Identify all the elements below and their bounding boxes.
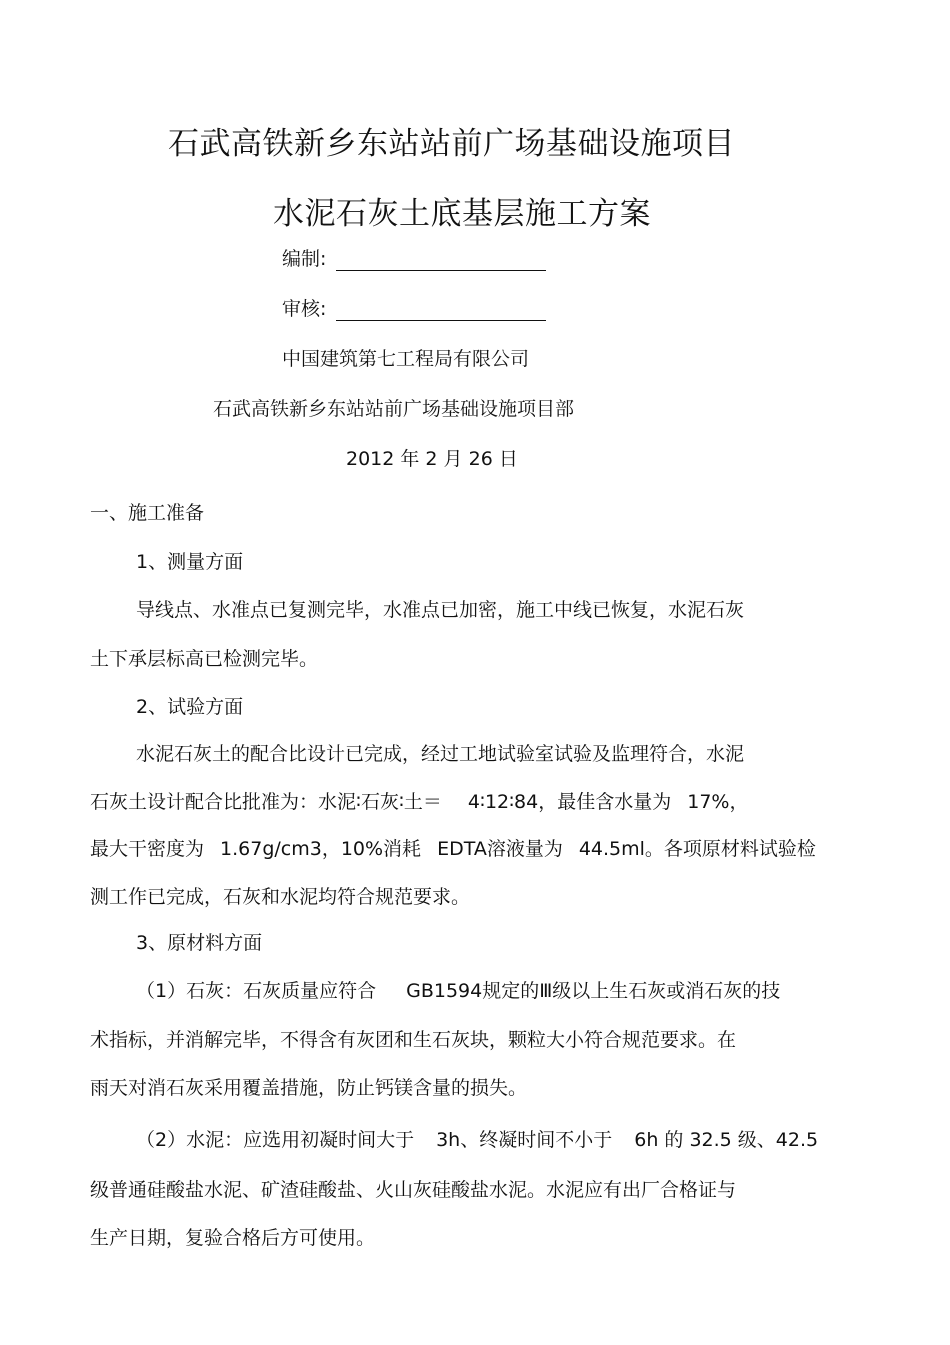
paragraph-line: 导线点、水准点已复测完毕，水准点已加密，施工中线已恢复，水泥石灰 <box>136 599 745 621</box>
text-run: 17%， <box>687 791 749 813</box>
text-run: 4∶12∶84，最佳含水量为 <box>467 791 672 813</box>
text-run: 3h、终凝时间不小于 <box>436 1129 613 1151</box>
compiled-by-label: 编制: <box>282 248 327 270</box>
text-run: 44.5ml。各项原材料试验检 <box>578 838 816 860</box>
section-heading: 一、施工准备 <box>90 502 205 524</box>
subsection-heading-testing: 2、试验方面 <box>136 696 244 718</box>
document-title-line2: 水泥石灰土底基层施工方案 <box>273 196 651 232</box>
text-run: GB1594规定的Ⅲ级以上生石灰或消石灰的技 <box>406 980 781 1002</box>
document-title-line1: 石武高铁新乡东站站前广场基础设施项目 <box>168 126 735 162</box>
paragraph-line: 土下承层标高已检测完毕。 <box>90 648 319 670</box>
text-run: EDTA溶液量为 <box>437 838 563 860</box>
paragraph-line: 生产日期，复验合格后方可使用。 <box>90 1227 376 1249</box>
text-run: （2）水泥：应选用初凝时间大于 <box>136 1129 415 1151</box>
paragraph-line <box>136 976 780 1003</box>
reviewed-by-blank <box>336 300 546 321</box>
department-name: 石武高铁新乡东站站前广场基础设施项目部 <box>213 398 575 420</box>
subsection-heading-survey: 1、测量方面 <box>136 551 244 573</box>
text-run: 1.67g/cm3，10%消耗 <box>220 838 422 860</box>
paragraph-line <box>90 834 816 861</box>
company-name: 中国建筑第七工程局有限公司 <box>282 348 530 370</box>
paragraph-line: 测工作已完成，石灰和水泥均符合规范要求。 <box>90 886 471 908</box>
paragraph-line <box>136 1125 818 1152</box>
paragraph-line: 水泥石灰土的配合比设计已完成，经过工地试验室试验及监理符合，水泥 <box>136 743 745 765</box>
paragraph-line: 级普通硅酸盐水泥、矿渣硅酸盐、火山灰硅酸盐水泥。水泥应有出厂合格证与 <box>90 1179 737 1201</box>
document-date: 2012 年 2 月 26 日 <box>346 448 518 470</box>
reviewed-by-label: 审核: <box>282 298 327 320</box>
reviewed-by-row <box>282 294 546 321</box>
text-run: （1）石灰：石灰质量应符合 <box>136 980 377 1002</box>
paragraph-line: 术指标，并消解完毕，不得含有灰团和生石灰块，颗粒大小符合规范要求。在 <box>90 1029 737 1051</box>
paragraph-line <box>90 787 748 814</box>
text-run: 石灰土设计配合比批准为：水泥∶石灰∶土＝ <box>90 791 442 813</box>
text-run: 6h 的 32.5 级、42.5 <box>634 1129 819 1151</box>
compiled-by-blank <box>336 250 546 271</box>
paragraph-line: 雨天对消石灰采用覆盖措施，防止钙镁含量的损失。 <box>90 1077 528 1099</box>
subsection-heading-materials: 3、原材料方面 <box>136 932 263 954</box>
text-run: 最大干密度为 <box>90 838 205 860</box>
compiled-by-row <box>282 244 546 271</box>
